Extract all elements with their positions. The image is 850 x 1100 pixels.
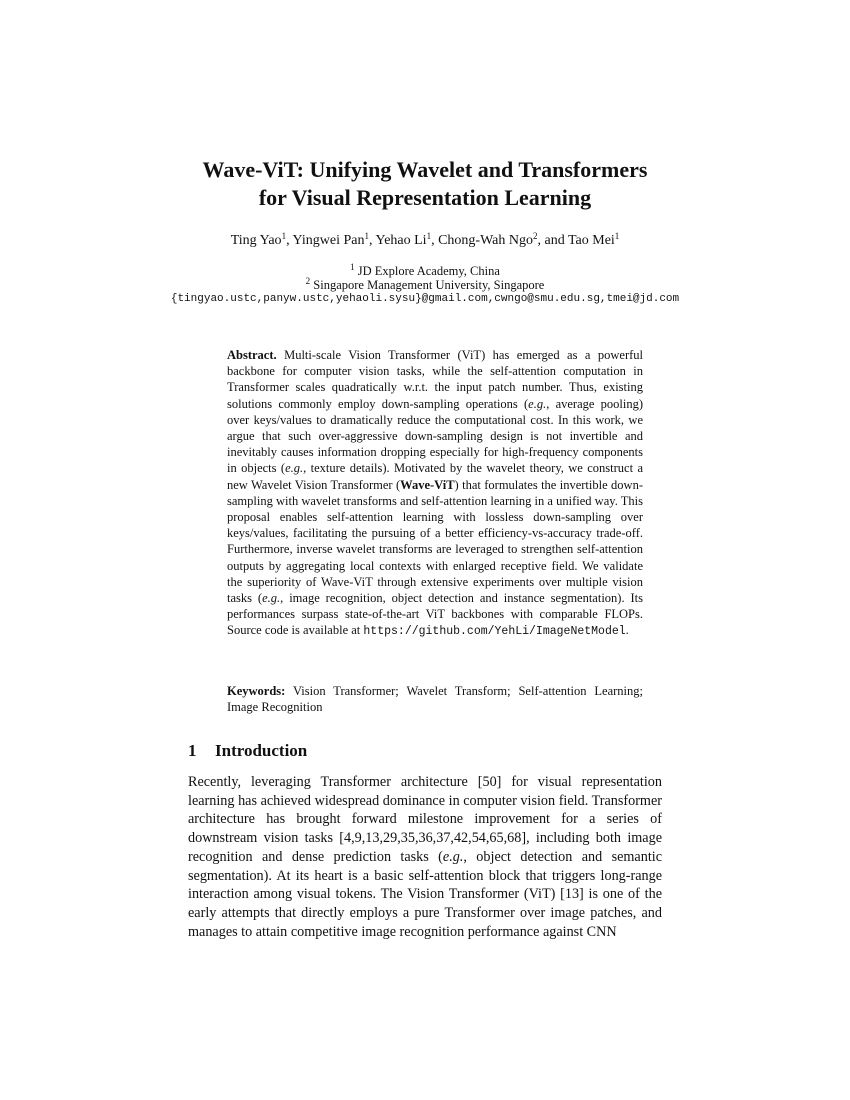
affiliation-name: Singapore Management University, Singapore xyxy=(313,278,545,292)
affiliation-line xyxy=(0,264,850,278)
author-list xyxy=(0,232,850,250)
abstract-italic: e.g. xyxy=(528,396,547,411)
abstract-italic: e.g. xyxy=(285,461,304,476)
affiliations xyxy=(0,264,850,306)
affiliation-mark: 2 xyxy=(305,276,311,286)
abstract-italic: e.g. xyxy=(262,591,281,606)
abstract-text: . xyxy=(625,623,629,638)
model-name: Wave-ViT xyxy=(400,477,455,492)
abstract xyxy=(227,347,643,641)
intro-text: Recently, leveraging Transformer architecture [50] for visual representation learning has achieved widespread dominance in computer vision field. Transformer architecture has brought forward milestone improvement for a series of downstream vision tasks [4,9,13,29,35,36,37,42,54,65,68], including both image recognition and dense prediction tasks ( xyxy=(188,774,662,865)
author-name: Tao Mei xyxy=(567,233,615,248)
author-separator: , and xyxy=(537,233,568,248)
affiliation-mark: 1 xyxy=(350,262,355,272)
keywords xyxy=(227,683,643,715)
introduction-paragraph xyxy=(188,773,662,941)
author-affiliation-mark: 1 xyxy=(281,231,287,241)
abstract-text: , average pooling) over keys/values to dramatically reduce the computational cost. In this work, we argue that such over-aggressive down-sampling design is not invertible and inevitably causes information dropping especially for high-frequency components in objects ( xyxy=(227,396,643,476)
author-affiliation-mark: 2 xyxy=(532,231,538,241)
author-affiliation-mark: 1 xyxy=(426,231,432,241)
keywords-label: Keywords: xyxy=(227,684,286,698)
affiliation-name: JD Explore Academy, China xyxy=(357,264,500,278)
title-line-1: Wave-ViT: Unifying Wavelet and Transformers xyxy=(202,157,648,182)
author-separator: , xyxy=(369,233,376,248)
paper-title xyxy=(0,156,850,212)
abstract-label: Abstract. xyxy=(227,348,277,362)
intro-italic: e.g. xyxy=(442,848,464,865)
author-affiliation-mark: 1 xyxy=(364,231,369,241)
section-number: 1 xyxy=(188,741,197,760)
author-emails: {tingyao.ustc,panyw.ustc,yehaoli.sysu}@gmail.com,cwngo@smu.edu.sg,tmei@jd.com xyxy=(170,293,680,305)
abstract-text: , image recognition, object detection and instance segmentation). Its performances surpass state-of-the-art ViT backbones with comparable FLOPs. Source code is available at xyxy=(227,591,644,638)
intro-text: , object detection and semantic segmentation). At its heart is a basic self-attention block that triggers long-range interaction among visual tokens. The Vision Transformer (ViT) [13] is one of the early attempts that directly employs a pure Transformer over image patches, and manages to attain competitive image recognition performance against CNN xyxy=(188,848,662,940)
author-name: Yingwei Pan xyxy=(292,233,365,248)
affiliation-line xyxy=(0,278,850,292)
author-name: Yehao Li xyxy=(375,233,427,248)
author-name: Chong-Wah Ngo xyxy=(438,233,533,248)
section-heading xyxy=(188,741,307,761)
section-title: Introduction xyxy=(215,741,308,760)
abstract-text: , texture details). Motivated by the wavelet theory, we construct a new Wavelet Vision Transformer ( xyxy=(227,461,643,492)
source-code-link[interactable]: https://github.com/YehLi/ImageNetModel xyxy=(363,625,626,639)
author-separator: , xyxy=(431,233,439,248)
keywords-text: Vision Transformer; Wavelet Transform; Self-attention Learning; Image Recognition xyxy=(227,684,644,715)
abstract-text: ) that formulates the invertible down-sampling with wavelet transforms and self-attention learning in a unified way. This proposal enables self-attention learning with lossless down-sampling over keys/values, facilitating the pursuing of a better efficiency-vs-accuracy trade-off. Furthermore, inverse wavelet transforms are leveraged to strengthen self-attention outputs by aggregating local contexts with enlarged receptive field. We validate the superiority of Wave-ViT through extensive experiments over multiple vision tasks ( xyxy=(227,477,643,606)
author-name: Ting Yao xyxy=(230,233,282,248)
title-line-2: for Visual Representation Learning xyxy=(258,185,592,210)
author-affiliation-mark: 1 xyxy=(614,231,620,241)
abstract-text: Multi-scale Vision Transformer (ViT) has emerged as a powerful backbone for computer vision tasks, while the self-attention computation in Transformer scales quadratically w.r.t. the input patch number. Thus, existing solutions commonly employ down-sampling operations ( xyxy=(227,348,644,411)
author-separator: , xyxy=(286,233,293,248)
